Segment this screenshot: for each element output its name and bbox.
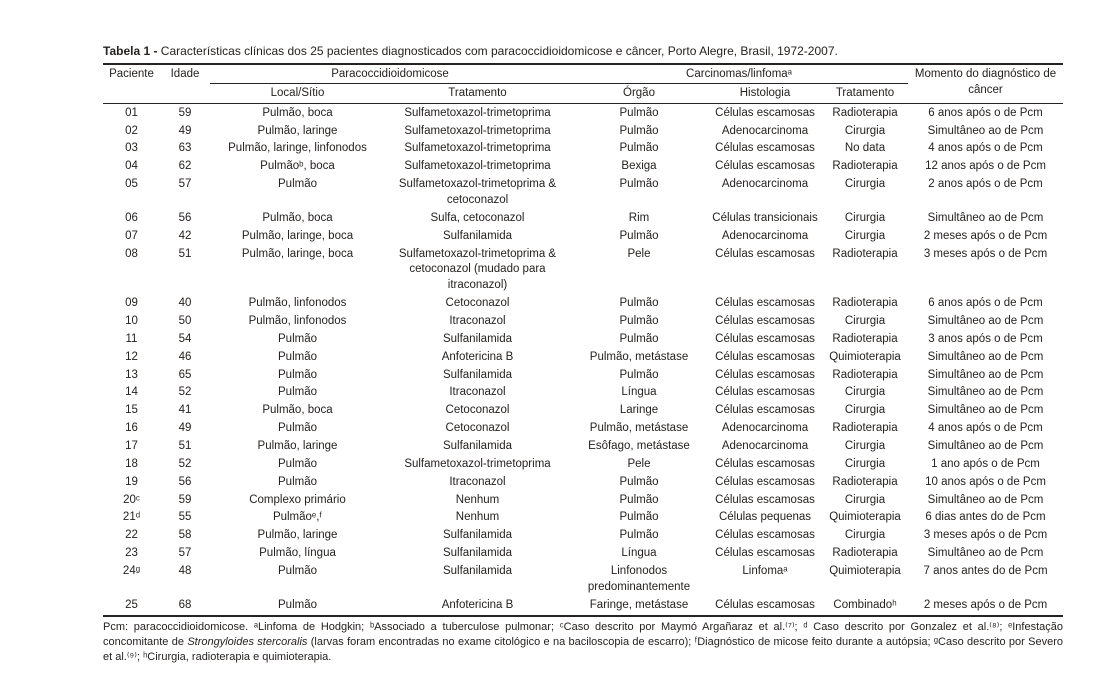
cell-histologia: Células escamosas — [715, 315, 815, 328]
col-header-momento-diagnostico: Momento do diagnóstico de câncer — [908, 64, 1063, 103]
cell-histologia: Linfomaᵃ — [742, 565, 788, 578]
cell-tratamento-pcm: Anfotericina B — [441, 350, 514, 363]
cell-local-sitio: Pulmão, laringe — [257, 124, 338, 137]
table-row — [103, 331, 1063, 349]
cell-momento-diagnostico: 6 anos após o de Pcm — [928, 106, 1043, 119]
cell-idade: 50 — [178, 315, 192, 328]
cell-tratamento-pcm: Sulfametoxazol-trimetoprima & cetoconazol (mudado para itraconazol) — [398, 247, 557, 292]
table-row — [103, 228, 1063, 246]
cell-idade: 68 — [160, 597, 210, 616]
cell-histologia: Células escamosas — [715, 142, 815, 155]
cell-tratamento-pcm: Sulfametoxazol-trimetoprima — [404, 124, 551, 137]
cell-idade: 63 — [178, 142, 192, 155]
cell-idade: 57 — [178, 547, 192, 560]
cell-paciente: 21ᵈ — [122, 511, 141, 524]
cell-idade: 54 — [178, 332, 192, 345]
cell-local-sitio: Pulmão, boca — [262, 106, 333, 119]
col-header-local-sitio: Local/Sítio — [210, 83, 385, 103]
cell-tratamento-pcm: Sulfametoxazol-trimetoprima — [404, 160, 551, 173]
cell-idade: 62 — [178, 160, 192, 173]
cell-local-sitio: Pulmão, boca — [262, 211, 333, 224]
cell-tratamento-pcm: Sulfanilamida — [442, 229, 513, 242]
cell-idade: 58 — [178, 529, 192, 542]
table-row — [103, 527, 1063, 545]
cell-histologia: Células escamosas — [715, 386, 815, 399]
cell-histologia: Células escamosas — [715, 106, 815, 119]
cell-local-sitio: Pulmão — [278, 565, 317, 578]
cell-idade: 52 — [178, 457, 192, 470]
table-row — [103, 210, 1063, 228]
cell-idade: 49 — [178, 422, 192, 435]
table-row — [103, 456, 1063, 474]
cell-local-sitio: Pulmão, laringe, boca — [241, 229, 354, 242]
cell-idade: 48 — [178, 565, 192, 578]
cell-paciente: 24ᵍ — [122, 565, 141, 578]
cell-tratamento-cancer: Cirurgia — [844, 404, 886, 417]
table-row — [103, 420, 1063, 438]
cell-histologia: Células escamosas — [715, 350, 815, 363]
cell-paciente: 12 — [125, 350, 138, 363]
cell-histologia: Células pequenas — [718, 511, 812, 524]
cell-tratamento-pcm: Sulfametoxazol-trimetoprima — [404, 142, 551, 155]
table-row — [103, 349, 1063, 367]
cell-orgao: Laringe — [619, 404, 659, 417]
cell-momento-diagnostico: 4 anos após o de Pcm — [928, 142, 1043, 155]
cell-tratamento-pcm: Anfotericina B — [385, 597, 570, 616]
cell-orgao: Pulmão — [619, 124, 659, 137]
cell-tratamento-pcm: Sulfanilamida — [442, 529, 513, 542]
cell-paciente: 18 — [125, 457, 138, 470]
cell-idade: 40 — [178, 297, 192, 310]
cell-histologia: Adenocarcinoma — [721, 229, 809, 242]
cell-local-sitio: Pulmão — [278, 368, 317, 381]
table-body — [103, 103, 1063, 615]
cell-paciente: 06 — [125, 211, 138, 224]
cell-tratamento-cancer: Radioterapia — [832, 547, 898, 560]
cell-tratamento-cancer: Cirurgia — [844, 178, 886, 191]
header-row-groups — [103, 64, 1063, 83]
cell-paciente: 22 — [125, 529, 138, 542]
cell-orgao: Bexiga — [621, 160, 657, 173]
table-row — [103, 140, 1063, 158]
cell-local-sitio: Pulmãoᵇ, boca — [260, 160, 335, 173]
cell-paciente: 17 — [125, 440, 138, 453]
cell-orgao: Pulmão, metástase — [589, 422, 689, 435]
table-row — [103, 123, 1063, 141]
table-caption — [103, 44, 1063, 59]
cell-idade: 59 — [178, 493, 192, 506]
patients-table — [103, 63, 1063, 617]
col-header-idade: Idade — [160, 64, 210, 103]
cell-orgao: Pulmão — [619, 332, 659, 345]
cell-tratamento-cancer: Cirurgia — [844, 529, 886, 542]
cell-orgao: Rim — [628, 211, 650, 224]
cell-tratamento-cancer: Radioterapia — [832, 297, 898, 310]
cell-histologia: Células escamosas — [715, 160, 815, 173]
cell-histologia: Adenocarcinoma — [721, 422, 809, 435]
table-row — [103, 545, 1063, 563]
cell-tratamento-cancer: Quimioterapia — [829, 350, 901, 363]
table-row — [103, 492, 1063, 510]
cell-paciente: 25 — [103, 597, 160, 616]
cell-local-sitio: Pulmão — [278, 475, 317, 488]
cell-local-sitio: Pulmão — [278, 332, 317, 345]
cell-tratamento-pcm: Nenhum — [455, 511, 500, 524]
cell-orgao: Pulmão — [619, 297, 659, 310]
cell-momento-diagnostico: Simultâneo ao de Pcm — [927, 211, 1044, 224]
cell-tratamento-cancer: Radioterapia — [832, 160, 898, 173]
cell-histologia: Células escamosas — [715, 475, 815, 488]
cell-tratamento-cancer: Quimioterapia — [829, 565, 901, 578]
cell-paciente: 09 — [125, 297, 138, 310]
cell-histologia: Células escamosas — [715, 547, 815, 560]
cell-histologia: Células escamosas — [715, 404, 815, 417]
cell-momento-diagnostico: 6 anos após o de Pcm — [928, 297, 1043, 310]
cell-histologia: Células transicionais — [712, 211, 818, 224]
table-row — [103, 295, 1063, 313]
cell-momento-diagnostico: 2 meses após o de Pcm — [908, 597, 1063, 616]
cell-paciente: 15 — [125, 404, 138, 417]
cell-momento-diagnostico: Simultâneo ao de Pcm — [927, 493, 1044, 506]
cell-histologia: Células escamosas — [715, 529, 815, 542]
cell-histologia: Células escamosas — [708, 597, 822, 616]
table-row — [103, 597, 1063, 616]
cell-tratamento-cancer: Cirurgia — [844, 493, 886, 506]
cell-idade: 51 — [178, 440, 192, 453]
cell-tratamento-pcm: Sulfanilamida — [442, 332, 513, 345]
cell-histologia: Células escamosas — [715, 332, 815, 345]
cell-local-sitio: Pulmão — [278, 386, 317, 399]
cell-paciente: 05 — [125, 178, 138, 191]
cell-tratamento-pcm: Nenhum — [455, 493, 500, 506]
cell-local-sitio: Pulmão — [278, 422, 317, 435]
cell-momento-diagnostico: 6 dias antes do de Pcm — [925, 511, 1046, 524]
cell-idade: 59 — [178, 106, 192, 119]
cell-idade: 57 — [178, 178, 192, 191]
table-row — [103, 509, 1063, 527]
cell-local-sitio: Pulmão, língua — [259, 547, 336, 560]
cell-local-sitio: Pulmão, laringe — [257, 529, 338, 542]
footnote-text: Pcm: paracoccidioidomicose. ᵃLinfoma de Hodgkin; ᵇAssociado a tuberculose pulmonar; ᶜCaso descrito por Maymó Argañaraz et al.⁽⁷⁾; ᵈ Caso descrito por Gonzalez et al.⁽⁸⁾; ᵉInfestação concomitante de — [103, 620, 1063, 648]
col-header-tratamento-pcm: Tratamento — [385, 83, 570, 103]
cell-idade: 56 — [178, 211, 192, 224]
cell-orgao: Pulmão — [619, 493, 659, 506]
cell-momento-diagnostico: Simultâneo ao de Pcm — [927, 440, 1044, 453]
footnote — [103, 620, 1063, 665]
cell-momento-diagnostico: Simultâneo ao de Pcm — [927, 315, 1044, 328]
table-row — [103, 158, 1063, 176]
cell-momento-diagnostico: Simultâneo ao de Pcm — [927, 547, 1044, 560]
cell-local-sitio: Pulmão, laringe, linfonodos — [228, 142, 367, 155]
cell-orgao: Esôfago, metástase — [588, 440, 690, 453]
cell-histologia: Células escamosas — [715, 457, 815, 470]
cell-local-sitio: Pulmão — [210, 597, 385, 616]
cell-idade: 42 — [178, 229, 192, 242]
cell-tratamento-pcm: Sulfanilamida — [442, 440, 513, 453]
cell-paciente: 07 — [125, 229, 138, 242]
cell-paciente: 19 — [125, 475, 138, 488]
col-header-paciente: Paciente — [103, 64, 160, 103]
cell-momento-diagnostico: Simultâneo ao de Pcm — [927, 368, 1044, 381]
cell-paciente: 23 — [125, 547, 138, 560]
cell-idade: 46 — [178, 350, 192, 363]
cell-paciente: 08 — [125, 247, 138, 260]
cell-paciente: 13 — [125, 368, 138, 381]
cell-tratamento-pcm: Sulfametoxazol-trimetoprima & cetoconazol — [398, 178, 557, 207]
cell-tratamento-cancer: Radioterapia — [832, 106, 898, 119]
cell-histologia: Células escamosas — [715, 247, 815, 260]
cell-local-sitio: Pulmão — [278, 457, 317, 470]
cell-local-sitio: Pulmão, linfonodos — [248, 297, 347, 310]
cell-paciente: 20ᶜ — [123, 493, 140, 506]
table-row — [103, 246, 1063, 296]
cell-momento-diagnostico: 4 anos após o de Pcm — [928, 422, 1043, 435]
cell-idade: 56 — [178, 475, 192, 488]
cell-momento-diagnostico: 3 anos após o de Pcm — [928, 332, 1043, 345]
cell-tratamento-cancer: Cirurgia — [844, 386, 886, 399]
cell-paciente: 01 — [125, 106, 138, 119]
cell-paciente: 04 — [125, 160, 138, 173]
cell-tratamento-cancer: Cirurgia — [844, 229, 886, 242]
cell-tratamento-pcm: Cetoconazol — [445, 404, 510, 417]
table-row — [103, 402, 1063, 420]
table-row — [103, 313, 1063, 331]
cell-local-sitio: Pulmão — [278, 178, 317, 191]
cell-tratamento-cancer: Cirurgia — [844, 457, 886, 470]
cell-orgao: Pulmão — [619, 106, 659, 119]
table-row — [103, 176, 1063, 210]
cell-orgao: Língua — [621, 547, 657, 560]
cell-orgao: Pulmão — [619, 475, 659, 488]
cell-histologia: Células escamosas — [715, 297, 815, 310]
cell-tratamento-cancer: Radioterapia — [832, 332, 898, 345]
cell-tratamento-cancer: Combinadoʰ — [822, 597, 908, 616]
cell-local-sitio: Pulmão, laringe — [257, 440, 338, 453]
cell-tratamento-pcm: Sulfametoxazol-trimetoprima — [404, 106, 551, 119]
cell-tratamento-pcm: Sulfa, cetoconazol — [430, 211, 525, 224]
cell-orgao: Faringe, metástase — [570, 597, 708, 616]
cell-momento-diagnostico: 12 anos após o de Pcm — [925, 160, 1046, 173]
cell-tratamento-cancer: No data — [844, 142, 886, 155]
cell-idade: 41 — [178, 404, 192, 417]
cell-tratamento-cancer: Cirurgia — [844, 211, 886, 224]
cell-orgao: Pulmão — [619, 142, 659, 155]
footnote-species-italic: Strongyloides stercoralis — [187, 635, 308, 648]
cell-momento-diagnostico: Simultâneo ao de Pcm — [927, 124, 1044, 137]
cell-tratamento-cancer: Radioterapia — [832, 368, 898, 381]
cell-tratamento-pcm: Sulfanilamida — [442, 368, 513, 381]
cell-momento-diagnostico: Simultâneo ao de Pcm — [927, 404, 1044, 417]
col-header-tratamento-cancer: Tratamento — [822, 83, 908, 103]
col-header-orgao: Órgão — [570, 83, 708, 103]
cell-orgao: Pulmão — [619, 315, 659, 328]
cell-orgao: Pulmão — [619, 368, 659, 381]
table-row — [103, 438, 1063, 456]
cell-histologia: Células escamosas — [715, 493, 815, 506]
cell-paciente: 14 — [125, 386, 138, 399]
cell-tratamento-pcm: Sulfanilamida — [442, 565, 513, 578]
cell-local-sitio: Pulmãoᵉ,ᶠ — [272, 511, 323, 524]
cell-idade: 51 — [178, 247, 192, 260]
cell-local-sitio: Pulmão — [278, 350, 317, 363]
cell-tratamento-cancer: Radioterapia — [832, 247, 898, 260]
col-header-histologia: Histologia — [708, 83, 822, 103]
cell-tratamento-cancer: Quimioterapia — [829, 511, 901, 524]
cell-orgao: Pulmão, metástase — [589, 350, 689, 363]
cell-tratamento-cancer: Cirurgia — [844, 315, 886, 328]
cell-local-sitio: Complexo primário — [249, 493, 346, 506]
cell-tratamento-pcm: Cetoconazol — [445, 422, 510, 435]
table-caption-label: Tabela 1 - — [103, 44, 158, 58]
cell-orgao: Pele — [627, 457, 651, 470]
table-row — [103, 384, 1063, 402]
cell-histologia: Adenocarcinoma — [721, 124, 809, 137]
cell-idade: 65 — [178, 368, 192, 381]
cell-paciente: 16 — [125, 422, 138, 435]
cell-idade: 55 — [178, 511, 192, 524]
cell-tratamento-pcm: Itraconazol — [449, 386, 506, 399]
cell-histologia: Adenocarcinoma — [721, 440, 809, 453]
cell-paciente: 03 — [125, 142, 138, 155]
cell-tratamento-cancer: Cirurgia — [844, 440, 886, 453]
cell-local-sitio: Pulmão, laringe, boca — [241, 247, 354, 260]
cell-idade: 52 — [178, 386, 192, 399]
table-caption-text: Características clínicas dos 25 pacientes diagnosticados com paracoccidioidomicose e câncer, Porto Alegre, Brasil, 1972-2007. — [157, 44, 838, 58]
table-row — [103, 103, 1063, 122]
cell-tratamento-cancer: Radioterapia — [832, 475, 898, 488]
cell-orgao: Língua — [621, 386, 657, 399]
table-row — [103, 563, 1063, 597]
cell-orgao: Pulmão — [619, 178, 659, 191]
cell-orgao: Pulmão — [619, 511, 659, 524]
cell-paciente: 11 — [125, 332, 138, 345]
cell-tratamento-pcm: Itraconazol — [449, 475, 506, 488]
cell-local-sitio: Pulmão, linfonodos — [248, 315, 347, 328]
cell-momento-diagnostico: Simultâneo ao de Pcm — [927, 350, 1044, 363]
cell-tratamento-cancer: Radioterapia — [832, 422, 898, 435]
article-table-block — [103, 44, 1063, 665]
group-header-paracoccidioidomicose: Paracoccidioidomicose — [210, 64, 570, 83]
cell-paciente: 10 — [125, 315, 138, 328]
cell-momento-diagnostico: 2 anos após o de Pcm — [928, 178, 1043, 191]
cell-tratamento-pcm: Cetoconazol — [445, 297, 510, 310]
table-row — [103, 474, 1063, 492]
cell-orgao: Pulmão — [619, 529, 659, 542]
cell-tratamento-pcm: Sulfanilamida — [442, 547, 513, 560]
cell-orgao: Linfonodos predominantemente — [587, 565, 691, 593]
cell-tratamento-pcm: Itraconazol — [449, 315, 506, 328]
table-row — [103, 367, 1063, 385]
cell-momento-diagnostico: 7 anos antes do de Pcm — [923, 565, 1048, 578]
cell-histologia: Células escamosas — [715, 368, 815, 381]
cell-momento-diagnostico: 1 ano após o de Pcm — [931, 457, 1040, 470]
cell-local-sitio: Pulmão, boca — [262, 404, 333, 417]
cell-momento-diagnostico: 3 meses após o de Pcm — [923, 247, 1048, 260]
cell-momento-diagnostico: 3 meses após o de Pcm — [923, 529, 1048, 542]
group-header-carcinomas-linfoma: Carcinomas/linfomaᵃ — [570, 64, 908, 83]
cell-orgao: Pulmão — [619, 229, 659, 242]
cell-histologia: Adenocarcinoma — [721, 178, 809, 191]
cell-paciente: 02 — [125, 124, 138, 137]
cell-tratamento-cancer: Cirurgia — [844, 124, 886, 137]
cell-idade: 49 — [178, 124, 192, 137]
cell-tratamento-pcm: Sulfametoxazol-trimetoprima — [404, 457, 551, 470]
cell-momento-diagnostico: 2 meses após o de Pcm — [923, 229, 1048, 242]
cell-momento-diagnostico: Simultâneo ao de Pcm — [927, 386, 1044, 399]
cell-momento-diagnostico: 10 anos após o de Pcm — [925, 475, 1046, 488]
footnote-text: (larvas foram encontradas no exame citológico e na baciloscopia de escarro); ᶠDiagnóstico de micose feito durante a autópsia; ᵍCaso descrito por Severo et al.⁽⁹⁾; ʰCirurgia, radioterapia e quimioterapia. — [103, 635, 1063, 663]
cell-orgao: Pele — [627, 247, 651, 260]
